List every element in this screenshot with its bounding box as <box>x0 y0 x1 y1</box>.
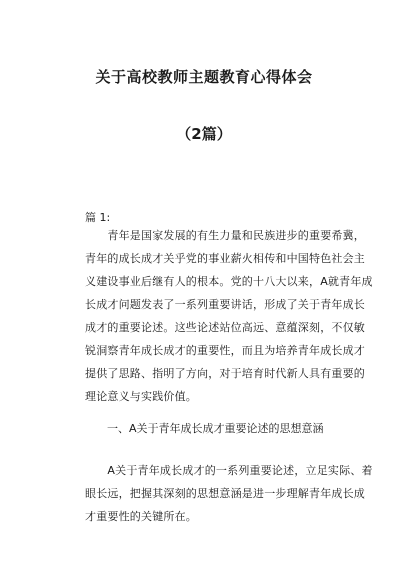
paragraph-1 <box>85 224 375 408</box>
document-subtitle: （2篇） <box>176 125 232 143</box>
paragraph-line: 眼长远，把握其深刻的思想意涵是进一步理解青年成长成 <box>85 487 365 500</box>
paragraph-line: 青年是国家发展的有生力量和民族进步的重要希冀， <box>85 229 365 242</box>
section-heading: 一、A关于青年成长成才重要论述的思想意涵 <box>85 422 324 435</box>
paragraph-line: 义建设事业后继有人的根本。党的十八大以来，A就青年成 <box>85 275 373 288</box>
paragraph-2 <box>85 459 375 528</box>
paragraph-line: 提供了思路、指明了方向，对于培育时代新人具有重要的 <box>85 367 365 380</box>
paragraph-line: 才重要性的关键所在。 <box>85 510 197 523</box>
document-title: 关于高校教师主题教育心得体会 <box>95 68 313 86</box>
section-label: 篇 1: <box>85 211 111 224</box>
paragraph-line: 锐洞察青年成长成才的重要性，而且为培养青年成长成才 <box>85 344 365 357</box>
paragraph-line: A关于青年成长成才的一系列重要论述，立足实际、着 <box>85 464 373 477</box>
paragraph-line: 长成才问题发表了一系列重要讲话，形成了关于青年成长 <box>85 298 365 311</box>
paragraph-line: 青年的成长成才关乎党的事业薪火相传和中国特色社会主 <box>85 252 365 265</box>
paragraph-line: 理论意义与实践价值。 <box>85 390 197 403</box>
paragraph-line: 成才的重要论述。这些论述站位高远、意蕴深刻，不仅敏 <box>85 321 365 334</box>
